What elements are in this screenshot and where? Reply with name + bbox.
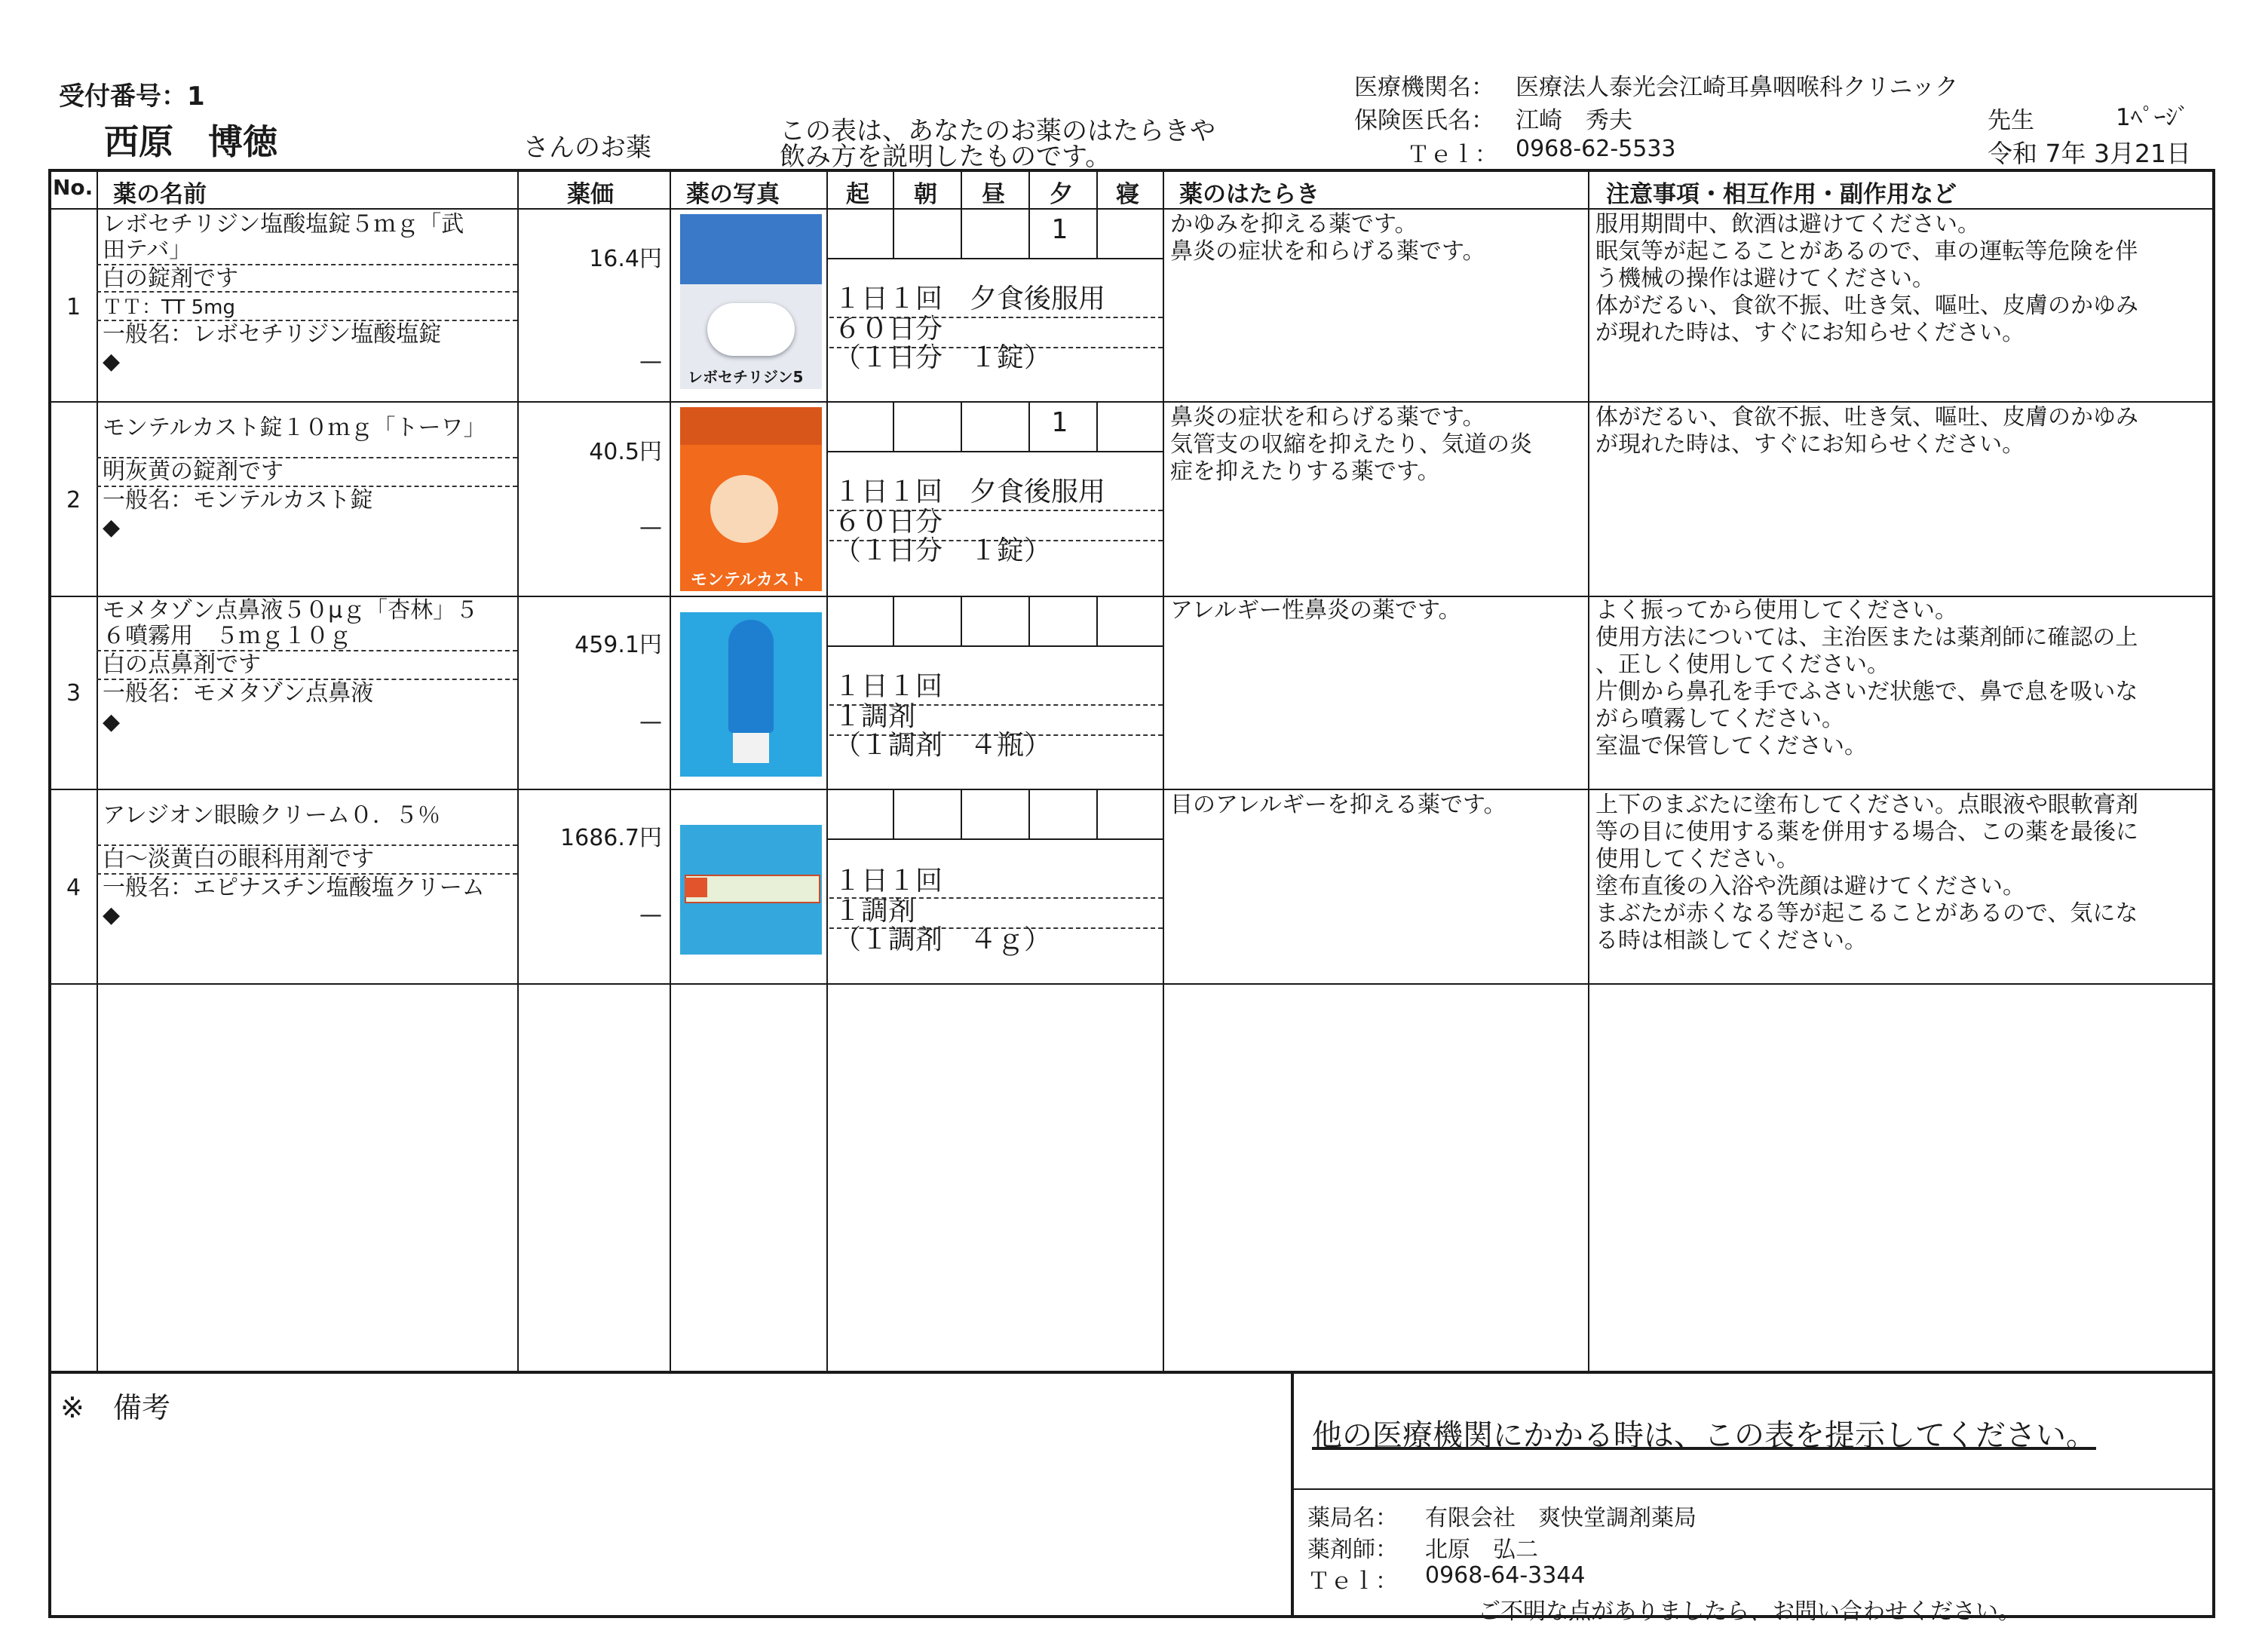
doctor-label: 保険医氏名： [1354,107,1494,134]
timing-box-bottom [826,645,1163,647]
dose-days: ６０日分 [834,314,943,345]
col-line-dose [1163,169,1164,1372]
pharmacist-name: 北原 弘二 [1425,1537,1538,1563]
medicine-notes: 上下のまぶたに塗布してください。点眼液や眼軟膏剤 等の目に使用する薬を併用する場合、この薬を最後に 使用してください。 塗布直後の入浴や洗顔は避けてください。 まぶたが赤くなる等が起こることがあるので、気にな る時は相談してください。 [1595,792,2138,954]
tablet-icon [710,475,778,543]
pharmacy-name: 有限会社 爽快堂調剤薬局 [1425,1505,1696,1531]
medicine-action: アレルギー性鼻炎の薬です。 [1170,597,1461,624]
timing-yu: 1 [1051,214,1068,245]
medicine-photo [680,214,822,389]
col-header-photo: 薬の写真 [686,181,780,208]
institution-label: 医療機関名： [1354,74,1494,101]
generic-mark: ◆ [103,348,121,375]
dose-amount: （１調剤 ４ｇ） [834,924,1052,955]
pharmacy-tel-label: Ｔｅｌ： [1307,1568,1398,1595]
medicine-name-cont: 田テバ」 [103,237,192,263]
dose-days: １調剤 [834,701,916,732]
col-line-price [670,169,671,1372]
medicine-photo [680,825,822,955]
medicine-photo [680,407,822,591]
dose-days: ６０日分 [834,507,943,538]
col-header-ne: 寝 [1116,181,1139,208]
dose-instruction: １日１回 [834,671,943,702]
generic-name: 一般名：モンテルカスト錠 [103,487,373,513]
medicine-photo [680,612,822,777]
timing-line [893,401,894,451]
dose-instruction: １日１回 夕食後服用 [834,477,1106,507]
pharmacy-tel: 0968-64-3344 [1425,1562,1586,1589]
medicine-action: 鼻炎の症状を和らげる薬です。 気管支の収縮を抑えたり、気道の炎 症を抑えたりする薬です。 [1170,404,1532,485]
medicine-form: 白の錠剤です [103,265,238,292]
medicine-price: 459.1円 [575,632,662,658]
medicine-code: ＴＴ：TT 5mg [103,296,235,319]
dose-amount: （１調剤 ４瓶） [834,730,1052,761]
pharmacy-label: 薬局名： [1307,1505,1398,1531]
row-number: 2 [66,487,81,513]
page-number: 1ﾍﾟｰｼﾞ [2116,104,2190,131]
timing-line [1096,169,1098,258]
dose-amount: （１日分 １錠） [834,535,1052,566]
footer-split [1291,1371,1294,1618]
timing-line [961,169,962,258]
medicine-name: レボセチリジン塩酸塩錠５ｍｇ「武 [103,211,464,238]
notice-text: 他の医療機関にかかる時は、この表を提示してください。 [1312,1418,2096,1453]
medicine-notes: 体がだるい、食欲不振、吐き気、嘔吐、皮膚のかゆみ が現れた時は、すぐにお知らせください。 [1595,404,2138,458]
col-header-action: 薬のはたらき [1179,181,1320,208]
photo-label: レボセチリジン5 [688,368,804,386]
generic-mark: ◆ [103,709,121,735]
photo-label: モンテルカスト [691,571,806,590]
tel-label: Ｔｅｌ： [1407,142,1497,168]
tablet-icon [707,303,795,356]
medicine-form: 白の点鼻剤です [103,651,261,678]
col-header-no: No. [53,175,93,200]
timing-line [1028,401,1030,451]
timing-line [961,596,962,645]
price-dash: — [639,348,662,375]
price-dash: — [639,709,662,735]
generic-mark: ◆ [103,902,121,928]
row-divider-4 [48,983,2215,985]
issue-date: 令和 7年 3月21日 [1988,139,2191,168]
timing-line [893,596,894,645]
intro-line1: この表は、あなたのお薬のはたらきや [780,116,1215,146]
medicine-notes: 服用期間中、飲酒は避けてください。 眠気等が起こることがあるので、車の運転等危険を伴 う機械の操作は避けてください。 体がだるい、食欲不振、吐き気、嘔吐、皮膚のかゆみ が現れた時は、すぐにお知らせください。 [1595,211,2138,346]
timing-line [961,789,962,838]
generic-name: 一般名：エピナスチン塩酸塩クリーム [103,875,485,901]
clinic-tel: 0968-62-5533 [1516,136,1676,162]
generic-name: 一般名：レボセチリジン塩酸塩錠 [103,321,442,348]
package-band [680,407,822,445]
col-header-name: 薬の名前 [113,181,207,208]
col-header-notes: 注意事項・相互作用・副作用など [1606,181,1957,208]
contact-note: ご不明な点がありましたら、お問い合わせください。 [1478,1598,2021,1625]
patient-suffix: さんのお薬 [523,133,651,163]
row-divider-3 [48,789,2215,790]
medicine-name: アレジオン眼瞼クリーム０．５％ [103,802,441,829]
institution-name: 医療法人泰光会江崎耳鼻咽喉科クリニック [1516,74,1959,101]
patient-name: 西原 博徳 [104,121,277,162]
col-header-hiru: 昼 [982,181,1005,208]
timing-line [961,401,962,451]
timing-box-bottom [826,258,1163,259]
price-dash: — [639,514,662,541]
row-divider-1 [48,401,2215,403]
col-line-no [97,169,98,1372]
price-dash: — [639,902,662,928]
medicine-action: 目のアレルギーを抑える薬です。 [1170,792,1506,818]
timing-line [893,789,894,838]
timing-line [1028,789,1030,838]
timing-line [1096,789,1098,838]
medicine-form: 明灰黄の錠剤です [103,458,284,485]
receipt-number: 受付番号：1 [59,81,205,112]
timing-line [1028,169,1030,258]
remarks-label: ※ 備考 [60,1391,170,1424]
timing-yu: 1 [1051,407,1068,438]
timing-box-bottom [826,838,1163,840]
medicine-form: 白～淡黄白の眼科用剤です [103,846,374,872]
footer-divider [48,1371,2215,1374]
timing-line [1028,596,1030,645]
pharmacy-divider [1292,1488,2215,1490]
col-line-photo [826,169,828,1372]
col-header-price: 薬価 [567,181,614,208]
doctor-name: 江崎 秀夫 [1516,107,1632,134]
nasal-spray-icon [728,620,774,733]
row-number: 4 [66,875,81,901]
dose-days: １調剤 [834,896,916,927]
col-header-asa: 朝 [914,181,937,208]
col-header-oki: 起 [846,181,869,208]
medicine-price: 16.4円 [589,246,662,272]
generic-mark: ◆ [103,514,121,541]
medicine-price: 40.5円 [589,439,662,465]
bottle-label [733,733,769,763]
medicine-name: モメタゾン点鼻液５０μｇ「杏林」５ [103,597,479,624]
doctor-suffix: 先生 [1988,107,2034,134]
pharmacist-label: 薬剤師： [1307,1537,1398,1563]
timing-line [893,169,894,258]
col-line-action [1588,169,1589,1372]
medicine-name-cont: ６噴霧用 ５ｍｇ１０ｇ [103,623,351,649]
row-number: 3 [66,680,81,706]
dose-amount: （１日分 １錠） [834,342,1052,373]
medicine-action: かゆみを抑える薬です。 鼻炎の症状を和らげる薬です。 [1170,211,1485,265]
row-number: 1 [66,294,81,320]
generic-name: 一般名：モメタゾン点鼻液 [103,680,374,706]
dose-instruction: １日１回 [834,866,943,896]
intro-line2: 飲み方を説明したものです。 [780,142,1111,172]
timing-line [1096,596,1098,645]
tube-cap [685,878,707,897]
col-header-yu: 夕 [1050,181,1073,208]
timing-box-bottom [826,451,1163,452]
medicine-notes: よく振ってから使用してください。 使用方法については、主治医または薬剤師に確認の上 、正しく使用してください。 片側から鼻孔を手でふさいだ状態で、鼻で息を吸いな がら噴霧してください。 室温で保管してください。 [1595,597,2138,759]
timing-line [1096,401,1098,451]
medicine-price: 1686.7円 [560,825,662,851]
medicine-name: モンテルカスト錠１０ｍｇ「トーワ」 [103,415,486,441]
dose-instruction: １日１回 夕食後服用 [834,284,1106,314]
